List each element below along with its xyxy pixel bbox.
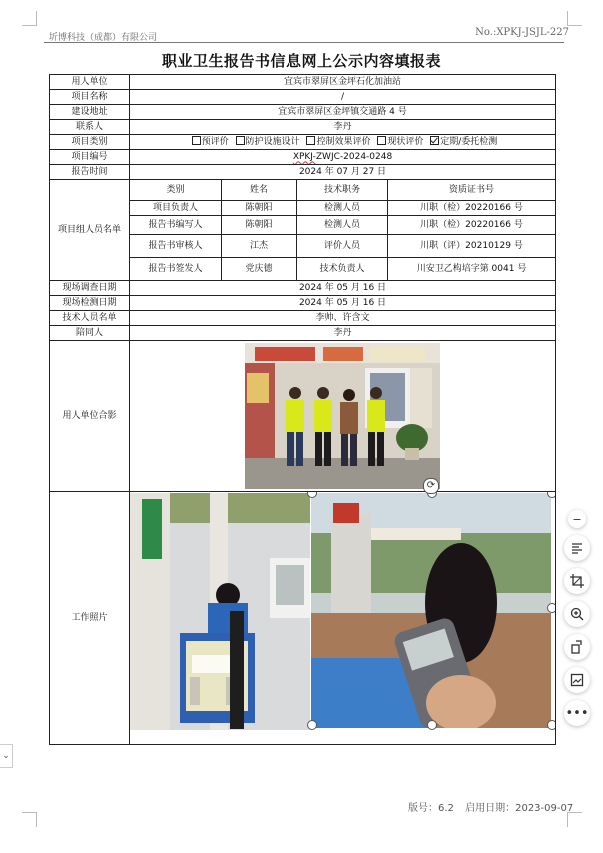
company-header: 圻博科技（成都）有限公司	[49, 33, 158, 43]
resize-handle[interactable]	[427, 720, 437, 730]
rotate-icon[interactable]	[564, 634, 590, 660]
row-contact	[50, 120, 556, 135]
checkbox-control-evaluation[interactable]	[306, 136, 315, 145]
team-header-title: 技术职务	[297, 180, 388, 201]
date-label: 启用日期：	[465, 803, 516, 814]
value-employer: 宜宾市翠屏区金坪石化加油站	[130, 75, 556, 90]
group-photo[interactable]	[245, 343, 440, 489]
team-header-name: 姓名	[222, 180, 297, 201]
row-employer	[50, 75, 556, 90]
info-form-table	[49, 74, 556, 745]
resize-handle[interactable]	[547, 720, 556, 730]
member-cert: 川职（评）20210129 号	[388, 235, 556, 258]
crop-mark	[22, 812, 37, 827]
member-title: 检测人员	[297, 216, 388, 235]
label-contact: 联系人	[50, 120, 130, 135]
value-testing-date: 2024 年 05 月 16 日	[130, 296, 556, 311]
option-status-evaluation: 现状评价	[387, 137, 424, 147]
category-options	[130, 135, 556, 150]
work-photo-noise-meter[interactable]	[311, 493, 551, 728]
group-photo-cell	[130, 341, 556, 492]
version-value: 6.2	[438, 803, 454, 814]
checkbox-protection-design[interactable]	[236, 136, 245, 145]
checkbox-pre-evaluation[interactable]	[192, 136, 201, 145]
option-pre-evaluation: 预评价	[201, 137, 229, 147]
crop-mark	[22, 11, 37, 26]
row-address	[50, 105, 556, 120]
resize-handle[interactable]	[547, 603, 556, 613]
row-project-name	[50, 90, 556, 105]
value-address: 宜宾市翠屏区金坪镇交通路 4 号	[130, 105, 556, 120]
value-escort: 李丹	[130, 326, 556, 341]
member-name: 陈朝阳	[222, 201, 297, 216]
option-periodic-testing: 定期/委托检测	[440, 137, 498, 147]
option-protection-design: 防护设施设计	[245, 137, 300, 147]
zoom-in-icon[interactable]	[564, 601, 590, 627]
resize-handle[interactable]	[547, 492, 556, 499]
more-icon[interactable]: •••	[564, 700, 590, 726]
label-project-no: 项目编号	[50, 150, 130, 165]
member-name: 陈朝阳	[222, 216, 297, 235]
member-cert: 川安卫乙构培字第 0041 号	[388, 258, 556, 281]
row-group-photo	[50, 341, 556, 492]
row-escort	[50, 326, 556, 341]
text-recognize-icon[interactable]	[564, 535, 590, 561]
checkbox-status-evaluation[interactable]	[377, 136, 386, 145]
row-testing-date	[50, 296, 556, 311]
value-report-time: 2024 年 07 月 27 日	[130, 165, 556, 180]
project-no-prefix: XPKJ-	[292, 151, 316, 162]
crop-mark	[567, 11, 582, 26]
team-header-category: 类别	[130, 180, 222, 201]
member-cert: 川职（检）20220166 号	[388, 201, 556, 216]
row-technicians	[50, 311, 556, 326]
label-employer: 用人单位	[50, 75, 130, 90]
member-title: 检测人员	[297, 201, 388, 216]
row-project-no	[50, 150, 556, 165]
label-group-photo: 用人单位合影	[50, 341, 130, 492]
checkbox-periodic-testing[interactable]	[430, 136, 439, 145]
work-photo-sampler[interactable]	[130, 493, 310, 730]
row-category	[50, 135, 556, 150]
label-work-photo: 工作照片	[50, 492, 130, 745]
member-role: 报告书签发人	[130, 258, 222, 281]
member-role: 项目负责人	[130, 201, 222, 216]
label-testing-date: 现场检测日期	[50, 296, 130, 311]
resize-handle[interactable]	[307, 720, 317, 730]
label-technicians: 技术人员名单	[50, 311, 130, 326]
team-header-row	[50, 180, 556, 201]
document-number: No.:XPKJ-JSJL-227	[475, 27, 569, 38]
label-escort: 陪同人	[50, 326, 130, 341]
label-category: 项目类别	[50, 135, 130, 150]
label-project-name: 项目名称	[50, 90, 130, 105]
team-header-cert: 资质证书号	[388, 180, 556, 201]
rotate-handle-icon[interactable]: ⟳	[423, 478, 439, 494]
member-title: 技术负责人	[297, 258, 388, 281]
minimize-icon[interactable]: −	[568, 510, 586, 528]
member-name: 江杰	[222, 235, 297, 258]
image-toolbar	[564, 510, 594, 733]
member-cert: 川职（检）20220166 号	[388, 216, 556, 235]
row-report-time	[50, 165, 556, 180]
header-divider	[44, 42, 564, 43]
member-role: 报告书审核人	[130, 235, 222, 258]
project-no-code: ZWJC-2024-0248	[315, 151, 393, 162]
footer	[408, 799, 573, 814]
label-team	[50, 180, 130, 281]
page-title: 职业卫生报告书信息网上公示内容填报表	[161, 52, 441, 70]
label-team-text: 项目组人员名单	[57, 224, 121, 235]
label-survey-date: 现场调查日期	[50, 281, 130, 296]
option-control-evaluation: 控制效果评价	[316, 137, 371, 147]
label-report-time: 报告时间	[50, 165, 130, 180]
chevron-down-icon[interactable]: ⌄	[0, 744, 13, 768]
image-export-icon[interactable]	[564, 667, 590, 693]
member-title: 评价人员	[297, 235, 388, 258]
crop-mark	[567, 812, 582, 827]
member-name: 党庆德	[222, 258, 297, 281]
value-technicians: 李帅、许含文	[130, 311, 556, 326]
value-project-no	[130, 150, 556, 165]
crop-icon[interactable]	[564, 568, 590, 594]
label-address: 建设地址	[50, 105, 130, 120]
row-survey-date	[50, 281, 556, 296]
value-project-name: /	[130, 90, 556, 105]
row-work-photo	[50, 492, 556, 745]
value-contact: 李丹	[130, 120, 556, 135]
version-label: 版号：	[408, 803, 438, 814]
work-photo-cell	[130, 492, 556, 745]
value-survey-date: 2024 年 05 月 16 日	[130, 281, 556, 296]
member-role: 报告书编写人	[130, 216, 222, 235]
date-value: 2023-09-07	[515, 803, 574, 814]
